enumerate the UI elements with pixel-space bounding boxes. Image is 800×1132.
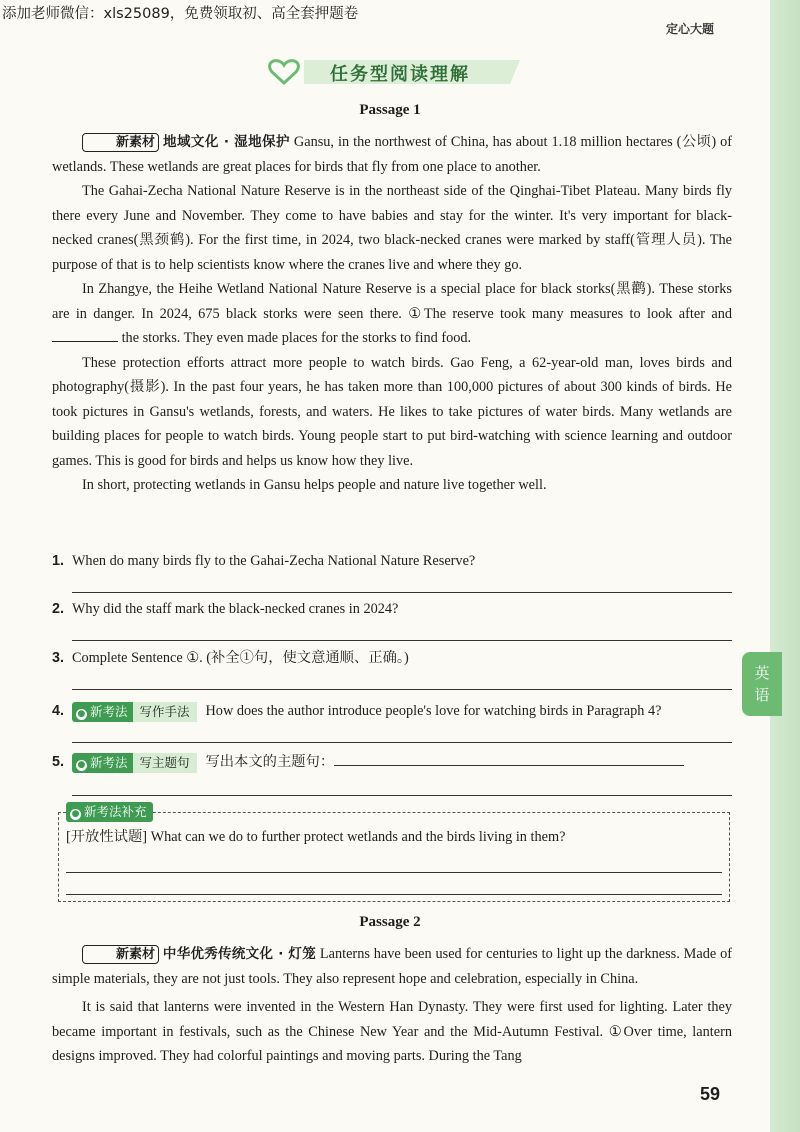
open-question-text: [开放性试题] What can we do to further protect wetlands and the birds living in them?	[66, 829, 566, 845]
passage-2-p1-text: Lanterns have been used for centuries to light up the darkness. Made of simple materials, they are not just tools. They also represent hope and celebration, especially in China.	[52, 946, 732, 987]
passage-1-p3-part-a: In Zhangye, the Heihe Wetland National Nature Reserve is a special place for black storks(黑鹳). These storks are in danger. In 2024, 675 black storks were seen there. ①The reserve took many measures to look after and	[52, 281, 732, 322]
question-number: 2.	[52, 601, 64, 617]
watermark-text: 添加老师微信：xls25089，免费领取初、高全套押题卷	[2, 6, 359, 22]
supplement-answer-line-1[interactable]	[66, 872, 722, 873]
question-3	[52, 647, 732, 669]
passage-1-title: Passage 1	[359, 102, 421, 118]
new-material-tag: 新素材	[82, 945, 159, 964]
question-number: 4.	[52, 703, 64, 719]
question-text: Complete Sentence ①. (补全①句，使文意通顺、正确。)	[71, 650, 409, 666]
new-method-badge	[72, 753, 134, 773]
side-tab-char-2: 语	[754, 686, 770, 704]
supplement-tab	[66, 802, 153, 822]
question-1	[52, 550, 732, 572]
lightbulb-icon: ●	[77, 759, 86, 770]
question-text: How does the author introduce people's love for watching birds in Paragraph 4?	[205, 703, 662, 719]
question-text: Why did the staff mark the black-necked cranes in 2024?	[71, 601, 399, 617]
sentence-1-blank[interactable]	[52, 327, 118, 342]
question-number: 5.	[52, 754, 64, 770]
question-number: 3.	[52, 650, 64, 666]
badge-label: 新考法	[89, 754, 128, 770]
passage-1-paragraph-5: In short, protecting wetlands in Gansu helps people and nature live together well.	[82, 477, 547, 493]
question-5	[52, 751, 732, 773]
passage-1-p1-text: Gansu, in the northwest of China, has about 1.18 million hectares (公顷) of wetlands. These wetlands are great places for birds that fly from one place to another.	[52, 134, 732, 175]
page-number: 59	[700, 1084, 721, 1104]
new-method-badge	[72, 702, 134, 722]
page-edge	[770, 0, 800, 1132]
badge-label: 新考法	[89, 703, 128, 719]
passage-2-body	[52, 942, 732, 1069]
passage-1-p3-part-b: the storks. They even made places for the storks to find food.	[118, 330, 472, 346]
subject-side-tab	[742, 652, 782, 716]
passage-1-paragraph-4: These protection efforts attract more people to watch birds. Gao Feng, a 62-year-old man, loves birds and photography(摄影). In the past four years, he has taken more than 100,000 pictures of about 300 kinds of birds. He took pictures in Gansu's wetlands, forests, and waters. He likes to take pictures of water birds. Many wetlands are building places for people to watch birds. Young people start to put bird-watching with science learning and outdoor games. This is good for birds and helps us know how they live.	[52, 354, 732, 469]
passage-1-paragraph-3	[52, 277, 732, 351]
theme-sentence-blank[interactable]	[334, 751, 684, 766]
lightbulb-icon: ●	[71, 809, 80, 819]
passage-1-topic: 地域文化 · 湿地保护	[163, 134, 290, 150]
passage-2-paragraph-2: It is said that lanterns were invented in the Western Han Dynasty. They were first used for lighting. Later they became important in festivals, such as the Chinese New Year and the Mid-Autumn Festival. ①Over time, lantern designs improved. They had colorful paintings and moving parts. During the Tang	[52, 999, 732, 1064]
question-type-label: 写作手法	[133, 702, 197, 722]
passage-2-topic: 中华优秀传统文化 · 灯笼	[162, 946, 317, 962]
passage-1-paragraph-2: The Gahai-Zecha National Nature Reserve is in the northeast side of the Qinghai-Tibet Plateau. Many birds fly there every June and November. They come to have babies and stay for the winter. It's very important for black-necked cranes(黑颈鹤). For the first time, in 2024, two black-necked cranes were marked by staff(管理人员). The purpose of that is to help scientists know where the cranes live and where they go.	[52, 183, 732, 273]
supplement-tab-label: 新考法补充	[84, 804, 147, 819]
answer-line-1[interactable]	[72, 592, 732, 593]
answer-line-5[interactable]	[72, 795, 732, 796]
question-text: When do many birds fly to the Gahai-Zecha National Nature Reserve?	[71, 553, 476, 569]
question-text: 写出本文的主题句：	[205, 754, 335, 770]
answer-line-2[interactable]	[72, 640, 732, 641]
passage-1-body	[52, 130, 732, 498]
new-material-tag: 新素材	[82, 133, 159, 152]
question-4	[52, 700, 732, 722]
answer-line-4[interactable]	[72, 742, 732, 743]
side-tab-char-1: 英	[754, 664, 770, 682]
section-banner	[262, 56, 524, 88]
question-number: 1.	[52, 553, 64, 569]
section-title: 任务型阅读理解	[330, 64, 470, 85]
passage-1-paragraph-1	[52, 130, 732, 179]
question-2	[52, 598, 732, 620]
lightbulb-icon: ●	[77, 708, 86, 719]
passage-2-title: Passage 2	[359, 914, 421, 930]
question-type-label: 写主题句	[133, 753, 197, 773]
supplement-answer-line-2[interactable]	[66, 894, 722, 895]
answer-line-3[interactable]	[72, 689, 732, 690]
passage-2-paragraph-1	[52, 942, 732, 991]
book-section-label: 定心大题	[666, 22, 715, 36]
